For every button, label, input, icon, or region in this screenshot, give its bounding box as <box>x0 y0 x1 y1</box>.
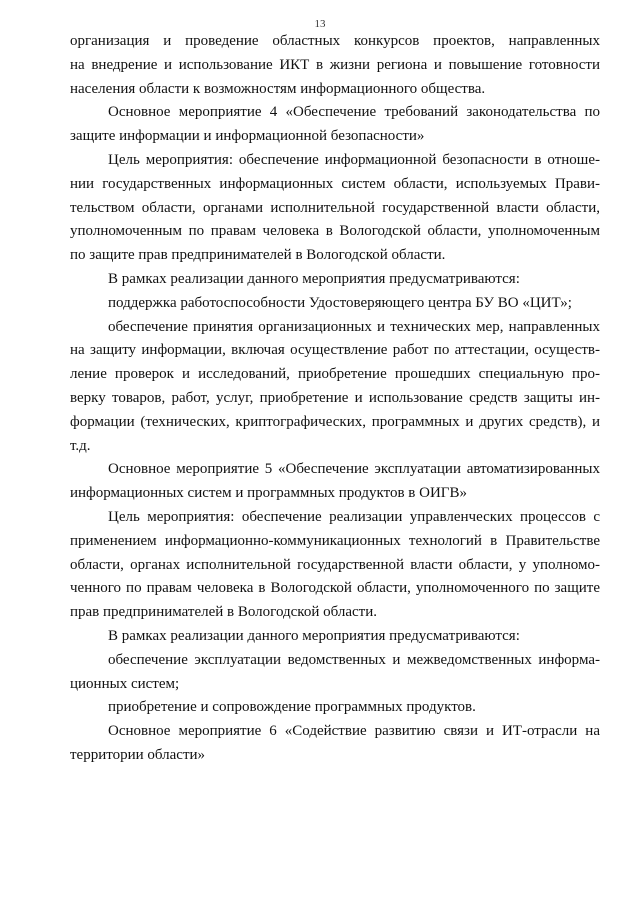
text-line: области, органах исполнительной государственной власти области, у уполномо- <box>70 556 600 573</box>
paragraph <box>70 268 600 292</box>
paragraph-heading <box>70 458 600 506</box>
text-line: применением информационно-коммуникационных технологий в Правительстве <box>70 532 600 549</box>
paragraph-heading <box>70 101 600 149</box>
text-line: В рамках реализации данного мероприятия предусматриваются: <box>108 627 520 644</box>
paragraph <box>70 625 600 649</box>
text-line: Цель мероприятия: обеспечение информационной безопасности в отноше- <box>108 151 600 168</box>
text-line: обеспечение эксплуатации ведомственных и межведомственных информа- <box>108 651 600 668</box>
text-line: ченного по правам человека в Вологодской области, уполномоченного по защите <box>70 580 600 597</box>
text-line: Основное мероприятие 6 «Содействие развитию связи и ИТ-отрасли на <box>108 723 600 740</box>
text-line: приобретение и сопровождение программных продуктов. <box>108 699 476 716</box>
text-line: информационных систем и программных продуктов в ОИГВ» <box>70 485 467 502</box>
list-item <box>70 316 600 459</box>
text-line: Основное мероприятие 5 «Обеспечение эксплуатации автоматизированных <box>108 461 600 478</box>
paragraph <box>70 506 600 625</box>
body-text <box>70 30 600 768</box>
text-line: ление проверок и исследований, приобретение прошедших специальную про- <box>70 366 600 383</box>
text-line: верку товаров, работ, услуг, приобретение и использование средств защиты ин- <box>70 389 600 406</box>
list-item <box>70 292 600 316</box>
text-line: по защите прав предпринимателей в Вологодской области. <box>70 247 446 264</box>
text-line: поддержка работоспособности Удостоверяющего центра БУ ВО «ЦИТ»; <box>108 294 572 311</box>
text-line: В рамках реализации данного мероприятия предусматриваются: <box>108 270 520 287</box>
text-line: на защиту информации, включая осуществление работ по аттестации, осуществ- <box>70 342 600 359</box>
list-item <box>70 649 600 697</box>
text-line: формации (технических, криптографических, программных и других средств), и <box>70 413 600 430</box>
text-line: нии государственных информационных систем области, используемых Прави- <box>70 175 600 192</box>
paragraph-heading <box>70 720 600 768</box>
page-number: 13 <box>314 18 326 30</box>
text-line: населения области к возможностям информационного общества. <box>70 80 486 97</box>
text-line: ционных систем; <box>70 675 180 692</box>
text-line: организация и проведение областных конкурсов проектов, направленных <box>70 33 600 49</box>
text-line: уполномоченным по правам человека в Вологодской области, уполномоченным <box>70 223 600 240</box>
text-line: территории области» <box>70 746 206 763</box>
text-line: на внедрение и использование ИКТ в жизни региона и повышение готовности <box>70 56 600 73</box>
list-item <box>70 696 600 720</box>
text-line: обеспечение принятия организационных и технических мер, направленных <box>108 318 600 335</box>
paragraph <box>70 30 600 101</box>
text-line: прав предпринимателей в Вологодской области. <box>70 604 377 621</box>
paragraph <box>70 149 600 268</box>
text-line: Основное мероприятие 4 «Обеспечение требований законодательства по <box>108 104 600 121</box>
text-line: тельством области, органами исполнительной государственной власти области, <box>70 199 600 216</box>
text-line: Цель мероприятия: обеспечение реализации управленческих процессов с <box>108 508 600 525</box>
text-line: защите информации и информационной безопасности» <box>70 128 425 145</box>
text-line: т.д. <box>70 437 91 454</box>
